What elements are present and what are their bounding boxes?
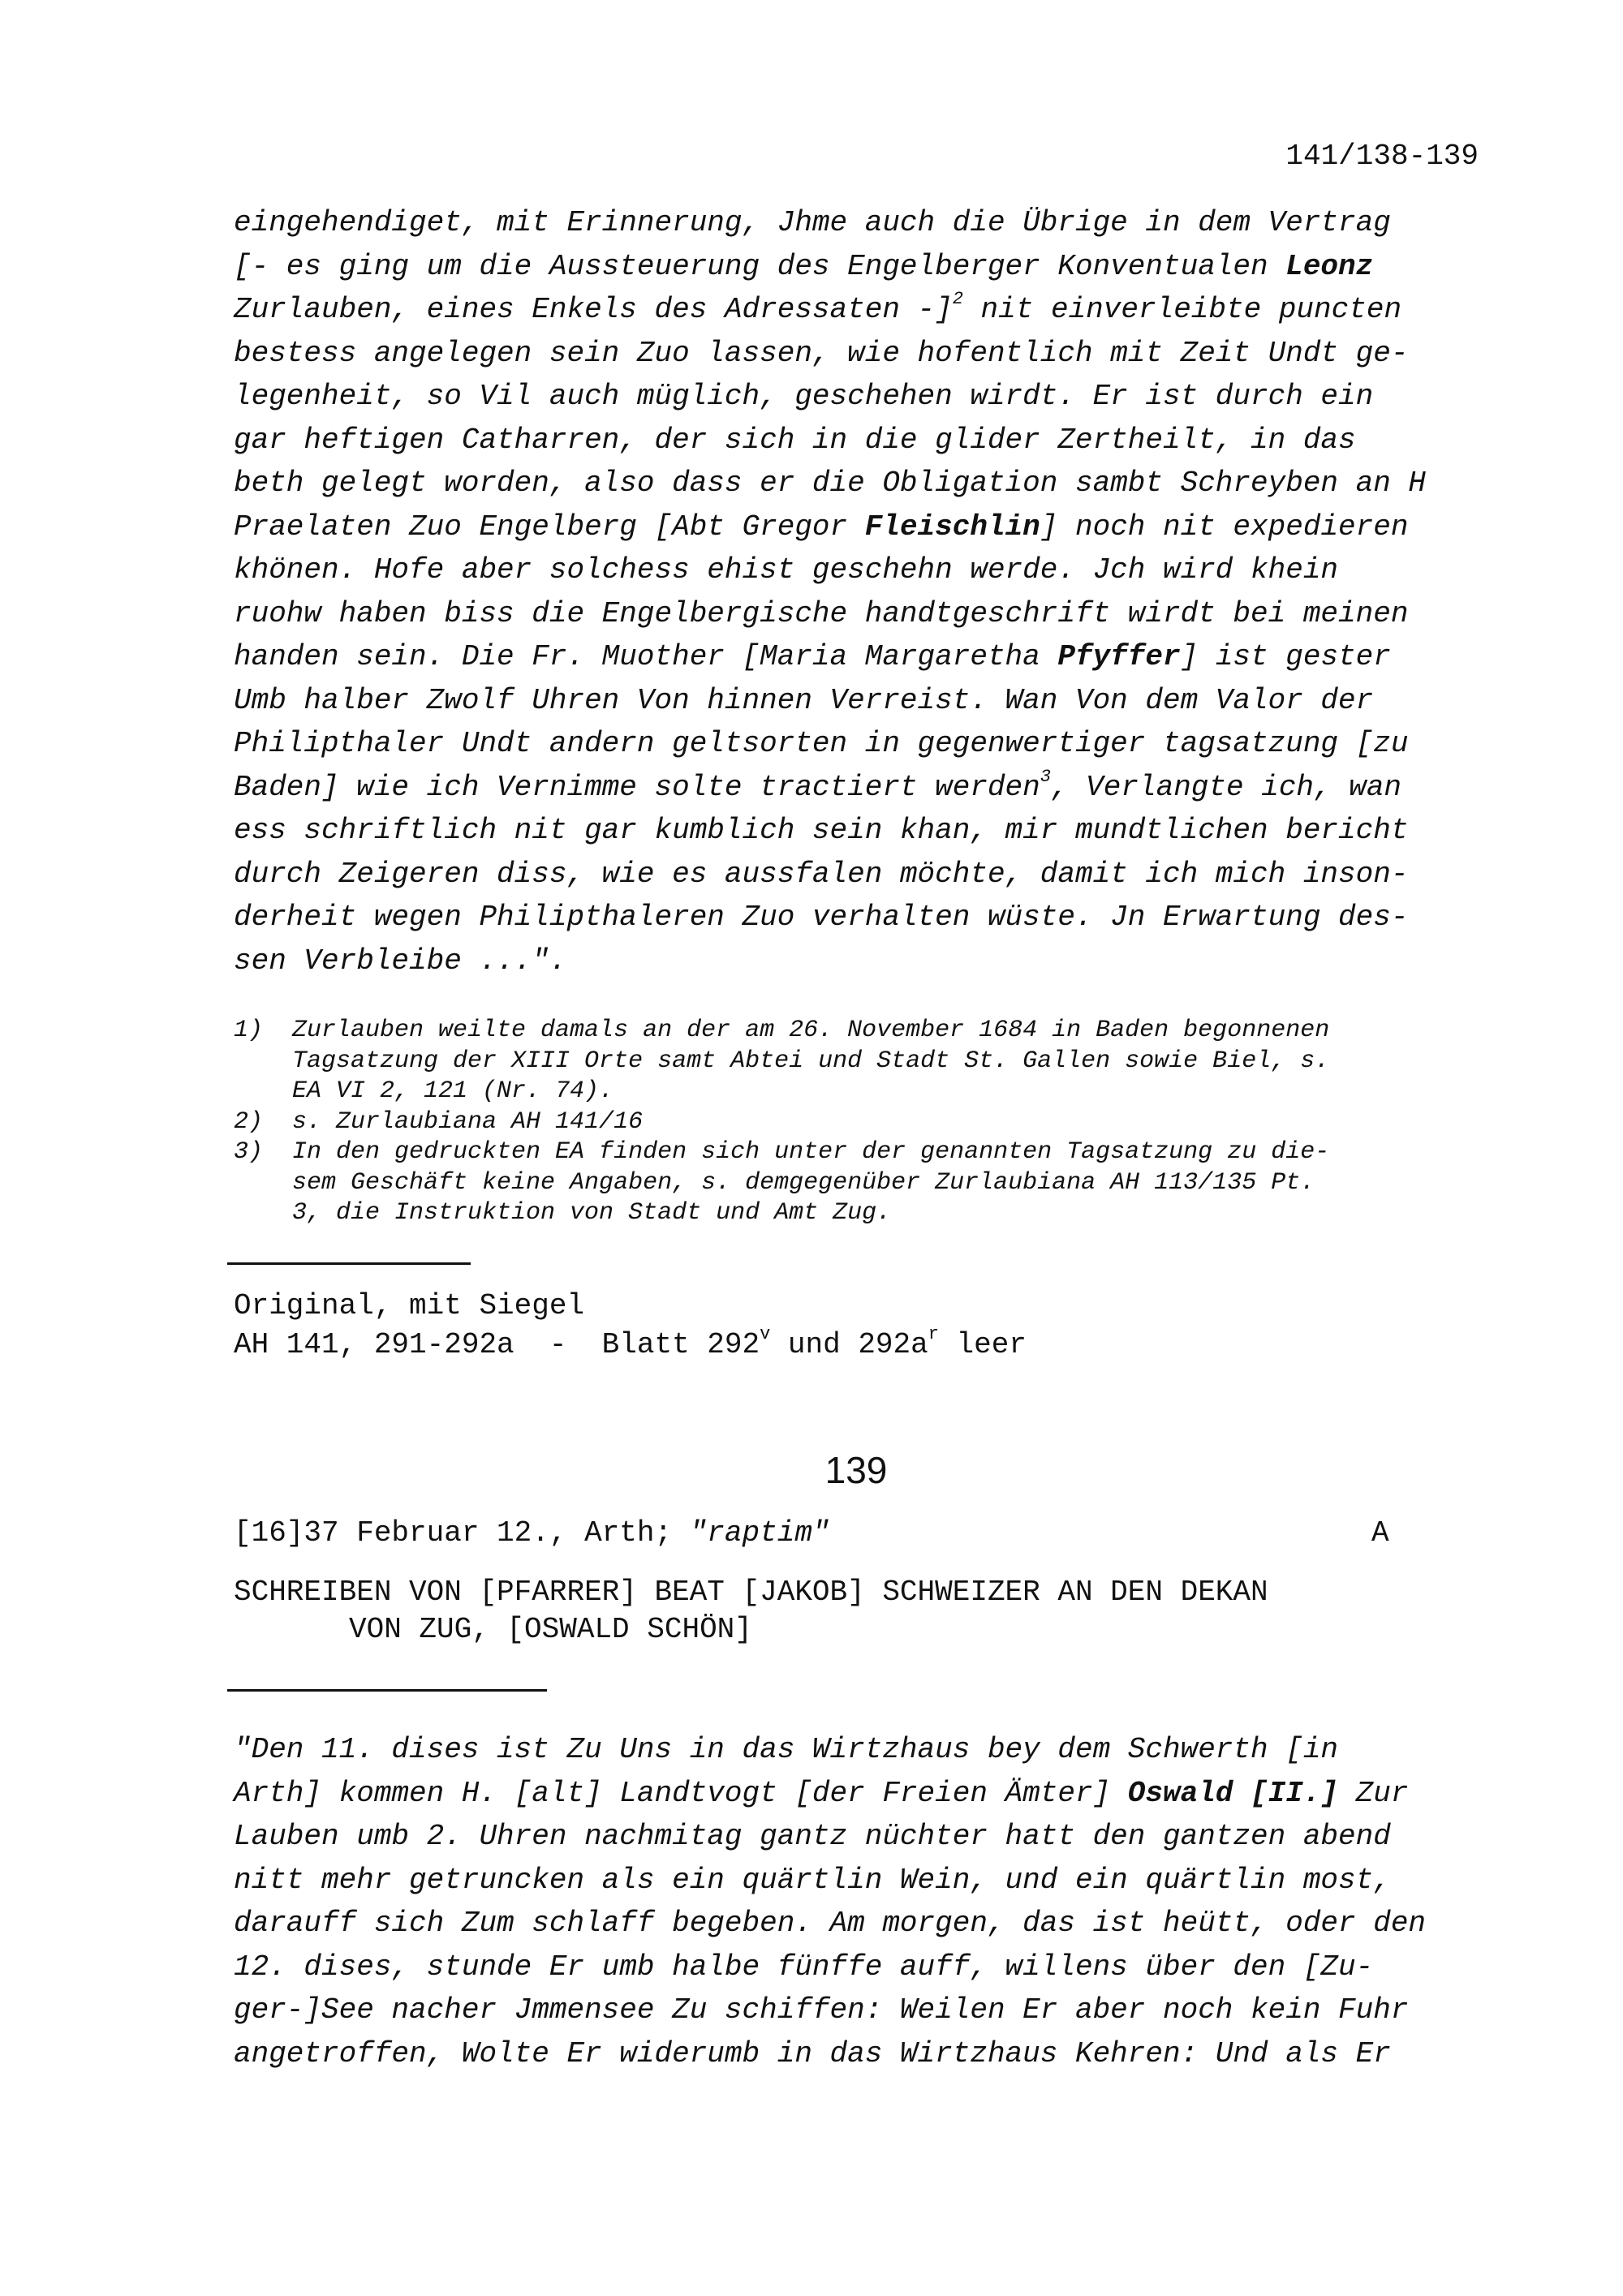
text-segment: durch Zeigeren diss, wie es aussfalen möchte, damit ich mich inson- [234,857,1409,891]
footnote-line: Zurlauben weilte damals an der am 26. November 1684 in Baden begonnenen [292,1017,1330,1044]
heading-rule [227,1689,547,1692]
text-segment: ] noch nit expedieren [1040,510,1409,544]
text-line [234,809,1483,853]
text-line [234,1946,1483,1989]
text-segment: derheit wegen Philipthaleren Zuo verhalten wüste. Jn Erwartung des- [234,901,1409,934]
footnote-line: sem Geschäft keine Angaben, s. demgegenüber Zurlaubiana AH 113/135 Pt. [292,1168,1315,1197]
text-segment: legenheit, so Vil auch müglich, geschehen wirdt. Er ist durch ein [234,380,1374,413]
text-line [234,939,1483,983]
text-line [234,2032,1483,2076]
footnote-line: In den gedruckten EA finden sich unter der genannten Tagsatzung zu die- [292,1138,1330,1166]
document-138-body [234,201,1483,982]
text-line [234,1902,1483,1946]
text-line [234,896,1483,939]
text-line [234,1815,1483,1859]
footnote-number: 1) [234,1017,264,1044]
text-segment: angetroffen, Wolte Er widerumb in das Wirtzhaus Kehren: Und als Er [234,2036,1391,2070]
text-segment: ess schriftlich nit gar kumblich sein khan, mir mundtlichen bericht [234,814,1409,847]
text-line [234,419,1483,462]
text-segment: sen Verbleibe ...". [234,944,567,978]
text-segment: ] ist gester [1180,640,1391,673]
text-line [234,722,1483,766]
person-name: Oswald [II.] [1127,1776,1339,1810]
footnote-number: 3) [234,1138,264,1166]
text-segment: bestess angelegen sein Zuo lassen, wie hofentlich mit Zeit Undt ge- [234,336,1409,370]
text-line [234,288,1483,332]
footnote [234,1137,1483,1229]
footnote-text [292,1107,643,1138]
footnotes [234,1016,1483,1229]
text-segment: gar heftigen Catharren, der sich in die glider Zertheilt, in das [234,423,1356,457]
footnote-number: 2) [234,1107,264,1136]
text-segment: ruohw haben biss die Engelbergische handtgeschrift wirdt bei meinen [234,596,1409,630]
page-number: 141/138-139 [1285,140,1479,173]
text-segment: handen sein. Die Fr. Muother [Maria Margaretha [234,640,1058,673]
text-segment: [- es ging um die Aussteuerung des Engelberger Konventualen [234,249,1286,283]
source-archive-reference: AH 141, 291-292a - Blatt 292$^v$ und $292a^r$ leer [234,1324,1027,1361]
text-segment: darauff sich Zum schlaff begeben. Am morgen, das ist heütt, oder den [234,1907,1427,1940]
source-original: Original, mit Siegel [234,1289,585,1322]
source-note [234,1287,1027,1365]
footnote-line: s. Zurlaubiana AH 141/16 [292,1107,644,1136]
text-line [234,1989,1483,2032]
text-line [234,853,1483,896]
footnote [234,1016,1483,1107]
text-segment: khönen. Hofe aber solchess ehist geschehn werde. Jch wird khein [234,553,1339,587]
separator-rule [227,1262,471,1265]
text-segment: Lauben umb 2. Uhren nachmitag gantz nüchter hatt den gantzen abend [234,1820,1391,1853]
footnote-text [292,1016,1329,1107]
text-line [234,635,1483,679]
text-segment: nit einverleibte puncten [962,293,1402,326]
footnote-text [292,1137,1329,1229]
text-segment: "Den 11. dises ist Zu Uns in das Wirtzhaus bey dem Schwerth [in [234,1733,1339,1766]
text-line [234,1859,1483,1903]
footnote-line: 3, die Instruktion von Stadt und Amt Zug. [292,1199,892,1227]
text-segment: Praelaten Zuo Engelberg [Abt Gregor [234,510,865,544]
text-segment: Philipthaler Undt andern geltsorten in gegenwertiger tagsatzung [zu [234,727,1409,760]
text-segment: , Verlangte ich, wan [1050,770,1402,804]
text-segment: Baden] wie ich Vernimme solte tractiert werden [234,770,1040,804]
person-name: Leonz [1285,249,1374,283]
text-segment: Umb halber Zwolf Uhren Von hinnen Verreist. Wan Von dem Valor der [234,683,1374,717]
text-line [234,332,1483,376]
person-name: Pfyffer [1057,640,1181,673]
text-line [234,679,1483,723]
text-segment: eingehendiget, mit Erinnerung, Jhme auch die Übrige in dem Vertrag [234,206,1391,239]
text-line [234,375,1483,419]
text-segment: nitt mehr getruncken als ein quärtlin Wein, und ein quärtlin most, [234,1863,1391,1897]
text-line [234,1772,1483,1816]
text-line [234,548,1483,592]
text-line [234,245,1483,289]
text-line [234,766,1483,810]
archive-mark: A [1371,1516,1389,1550]
footnote-line: Tagsatzung der XIII Orte samt Abtei und Stadt St. Gallen sowie Biel, s. [292,1047,1330,1075]
text-line [234,462,1483,505]
text-line [234,1728,1483,1772]
document-number: 139 [824,1449,888,1491]
footnote [234,1107,1483,1138]
document-heading: SCHREIBEN VON [PFARRER] BEAT [JAKOB] SCHWEIZER AN DEN DEKAN VON ZUG, [OSWALD SCHÖN] [234,1576,1268,1646]
footnote-line: EA VI 2, 121 (Nr. 74). [292,1077,614,1105]
text-segment: Zur [1338,1776,1409,1810]
footnote-marker: 3 [1040,766,1051,787]
text-segment: beth gelegt worden, also dass er die Obligation sambt Schreyben an H [234,467,1427,500]
text-segment: Zurlauben, eines Enkels des Adressaten -] [234,293,953,326]
text-line [234,201,1483,245]
footnote-marker: 2 [952,289,963,309]
document-139-body [234,1728,1483,2075]
text-segment: 12. dises, stunde Er umb halbe fünffe auff, willens über den [Zu- [234,1950,1374,1984]
text-line [234,505,1483,549]
dateline: [16]37 Februar 12., Arth; "raptim" [234,1516,830,1550]
text-segment: Arth] kommen H. [alt] Landtvogt [der Freien Ämter] [234,1776,1128,1810]
person-name: Fleischlin [864,510,1040,544]
text-segment: ger-]See nacher Jmmensee Zu schiffen: Weilen Er aber noch kein Fuhr [234,1993,1409,2027]
text-line [234,592,1483,636]
